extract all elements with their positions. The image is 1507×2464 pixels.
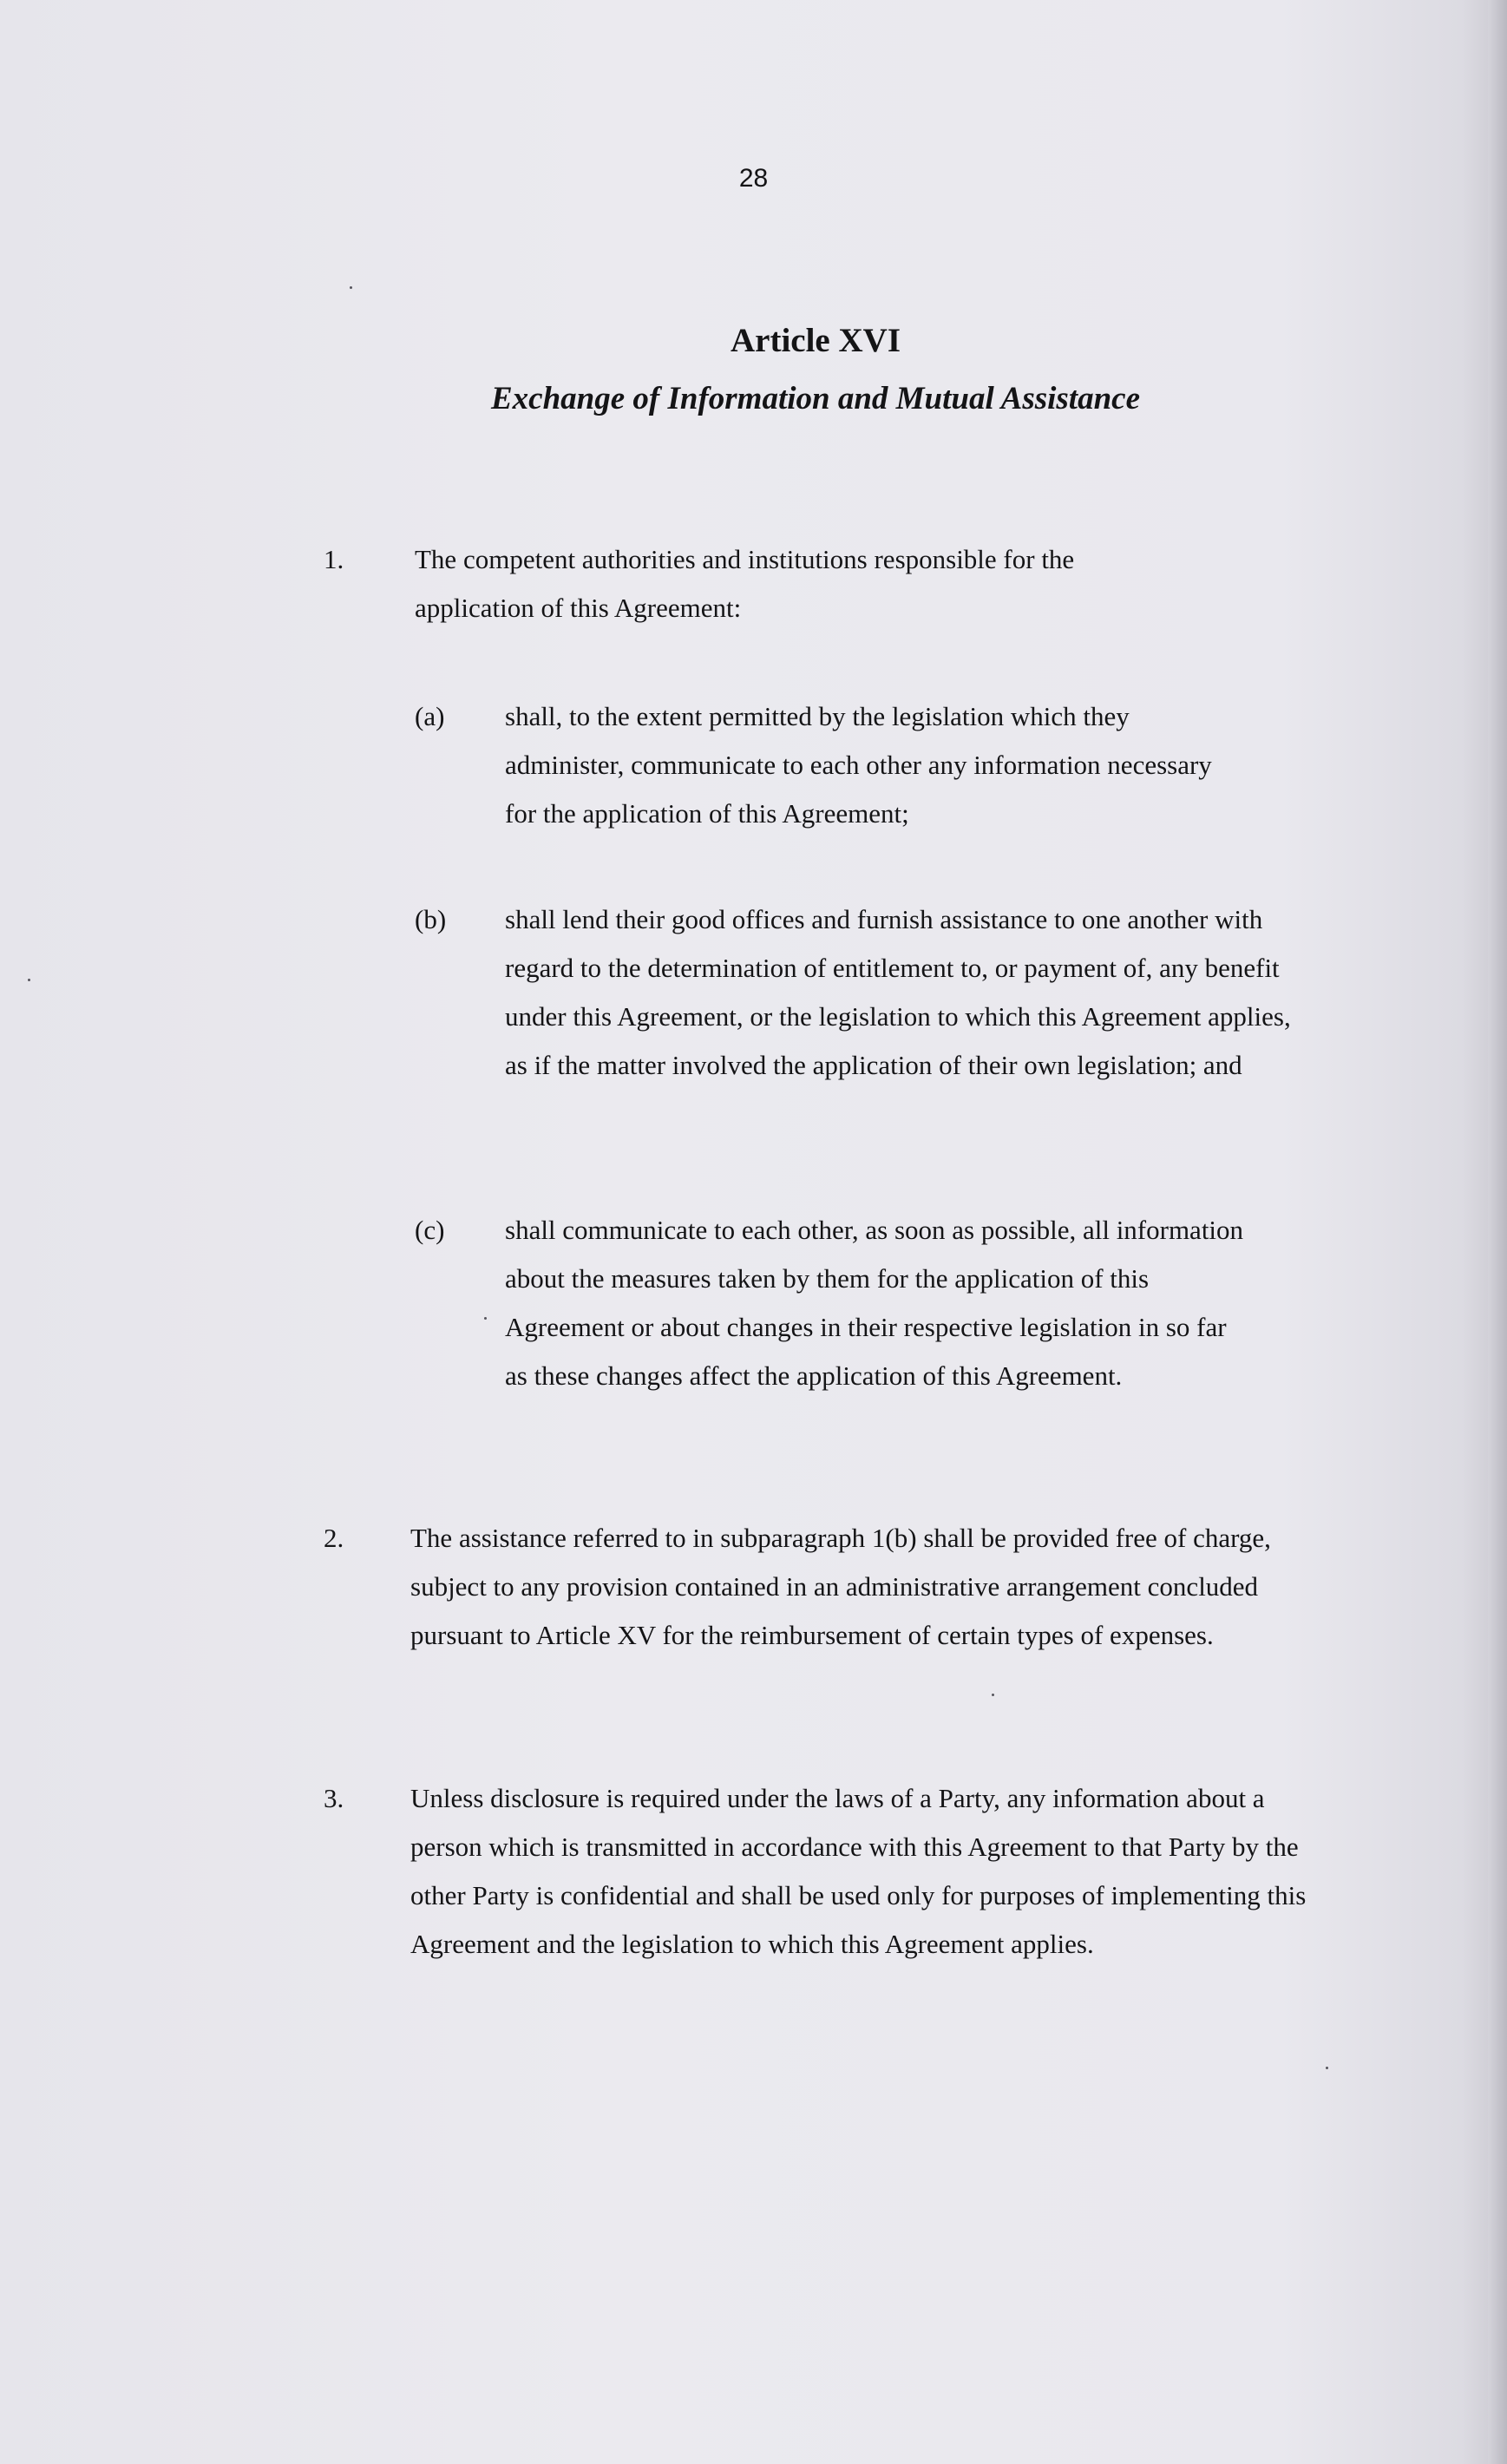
page-number: 28 bbox=[738, 164, 769, 193]
paragraph-3-text: Unless disclosure is required under the laws of a Party, any information about a person which is transmitted in accordance with this Agreement to that Party by the other Party is confidential and shall be used only for purposes of implementing this Agreement and the legislation to which this Agreement applies. bbox=[410, 1783, 1307, 1959]
subparagraph-b-text: shall lend their good offices and furnish assistance to one another with regard to the determination of entitlement to, or payment of, any benefit under this Agreement, or the legislation to which this Agreement applies, as if the matter involved the application of their own legislation; and bbox=[505, 904, 1291, 1080]
paragraph-2-number: 2. bbox=[324, 1523, 344, 1553]
article-subtitle: Exchange of Information and Mutual Assistance bbox=[490, 381, 1141, 416]
subparagraph-a-text: shall, to the extent permitted by the legislation which they administer, communicate to each other any information necessary for the application of this Agreement; bbox=[505, 701, 1212, 829]
scan-speck bbox=[1326, 2067, 1328, 2069]
page-edge-shadow bbox=[1488, 0, 1507, 2464]
paragraph-2-text: The assistance referred to in subparagraph 1(b) shall be provided free of charge, subject to any provision contained in an administrative arrangement concluded pursuant to Article XV for the reimbursement of certain types of expenses. bbox=[410, 1523, 1271, 1650]
article-title: Article XVI bbox=[730, 322, 901, 359]
subparagraph-a-label: (a) bbox=[415, 701, 445, 731]
paragraph-3-number: 3. bbox=[324, 1783, 344, 1813]
subparagraph-c-label: (c) bbox=[415, 1215, 445, 1245]
subparagraph-b-label: (b) bbox=[415, 904, 447, 934]
paragraph-1-text: The competent authorities and institutions responsible for the application of this Agreement: bbox=[415, 544, 1075, 623]
scan-speck bbox=[28, 979, 30, 981]
scan-speck bbox=[992, 1694, 994, 1696]
scan-speck bbox=[484, 1317, 487, 1320]
subparagraph-c-text: shall communicate to each other, as soon as possible, all information about the measures taken by them for the application of this Agreement or about changes in their respective legislation in so far as these changes affect the application of this Agreement. bbox=[505, 1215, 1244, 1391]
scan-speck bbox=[350, 286, 352, 289]
paragraph-1-number: 1. bbox=[324, 544, 344, 574]
